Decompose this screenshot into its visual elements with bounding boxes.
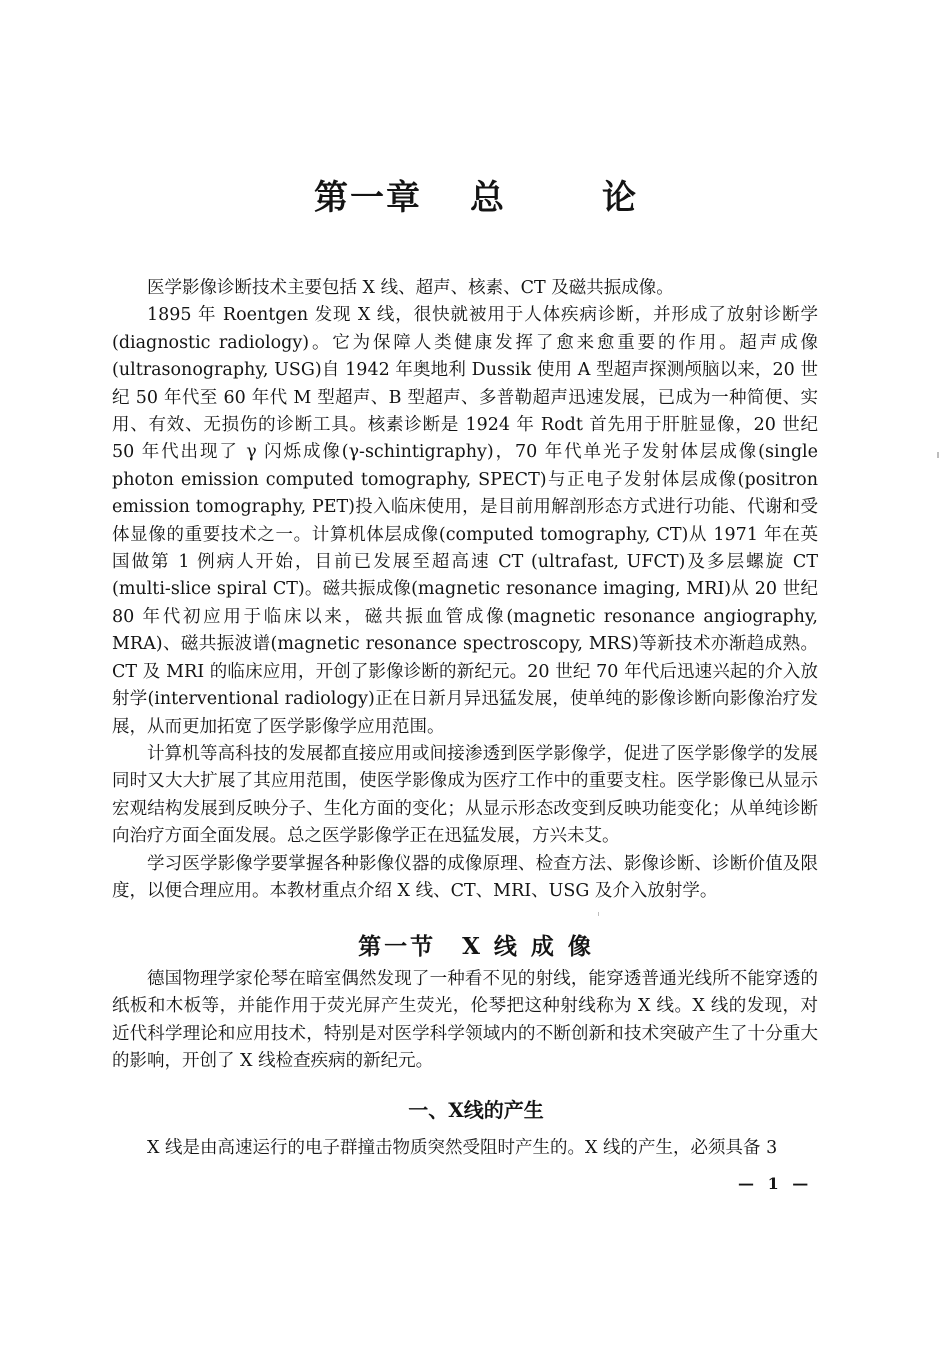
scan-speck (937, 452, 939, 458)
subsection-body (112, 1135, 818, 1162)
intro-paragraph-1: 医学影像诊断技术主要包括 X 线、超声、核素、CT 及磁共振成像。 (147, 278, 674, 298)
chapter-title-word-1: 总 (470, 178, 506, 218)
section-title: 第一节 X 线 成 像 (358, 933, 594, 960)
page-number: — 1 — (738, 1174, 813, 1193)
subsection-title: 一、X线的产生 (408, 1098, 544, 1122)
chapter-title (0, 170, 952, 219)
intro-paragraph-2: 1895 年 Roentgen 发现 X 线，很快就被用于人体疾病诊断，并形成了放射诊断学(diagnostic radiology)。它为保障人类健康发挥了愈来愈重要的作用。超声成像(ultrasonography, USG)自 1942 年奥地利 Dussik 使用 A 型超声探测颅脑以来，20 世纪 50 年代至 60 年代 M 型超声、B 型超声、多普勒超声迅速发展，已成为一种简便、实用、有效、无损伤的诊断工具。核素诊断是 1924 年 Rodt 首先用于肝脏显像，20 世纪 50 年代出现了 γ 闪烁成像(γ-schintigraphy)，70 年代单光子发射体层成像(single photon emission computed tomography, SPECT)与正电子发射体层成像(positron emission tomography, PET)投入临床使用，是目前用解剖形态方式进行功能、代谢和受体显像的重要技术之一。计算机体层成像(computed tomography, CT)从 1971 年在英国做第 1 例病人开始，目前已发展至超高速 CT (ultrafast, UFCT)及多层螺旋 CT (multi-slice spiral CT)。磁共振成像(magnetic resonance imaging, MRI)从 20 世纪 80 年代初应用于临床以来，磁共振血管成像(magnetic resonance angiography, MRA)、磁共振波谱(magnetic resonance spectroscopy, MRS)等新技术亦渐趋成熟。CT 及 MRI 的临床应用，开创了影像诊断的新纪元。20 世纪 70 年代后迅速兴起的介入放射学(interventional radiology)正在日新月异迅猛发展，使单纯的影像诊断向影像治疗发展，从而更加拓宽了医学影像学应用范围。 (112, 305, 818, 737)
section-body (112, 966, 818, 1076)
section-paragraph: 德国物理学家伦琴在暗室偶然发现了一种看不见的射线，能穿透普通光线所不能穿透的纸板和木板等，并能作用于荧光屏产生荧光，伦琴把这种射线称为 X 线。X 线的发现，对近代科学理论和应用技术，特别是对医学科学领域内的不断创新和技术突破产生了十分重大的影响，开创了 X 线检查疾病的新纪元。 (112, 969, 818, 1072)
intro-section (112, 275, 818, 905)
scan-speck (598, 912, 599, 916)
subsection-paragraph: X 线是由高速运行的电子群撞击物质突然受阻时产生的。X 线的产生，必须具备 3 (147, 1138, 778, 1158)
chapter-number: 第一章 (314, 178, 422, 218)
chapter-title-word-2: 论 (602, 178, 638, 218)
intro-paragraph-4: 学习医学影像学要掌握各种影像仪器的成像原理、检查方法、影像诊断、诊断价值及限度，以便合理应用。本教材重点介绍 X 线、CT、MRI、USG 及介入放射学。 (112, 853, 818, 901)
intro-paragraph-3: 计算机等高科技的发展都直接应用或间接渗透到医学影像学，促进了医学影像学的发展同时又大大扩展了其应用范围，使医学影像成为医疗工作中的重要支柱。医学影像已从显示宏观结构发展到反映分子、生化方面的变化；从显示形态改变到反映功能变化；从单纯诊断向治疗方面全面发展。总之医学影像学正在迅猛发展，方兴未艾。 (112, 743, 818, 847)
